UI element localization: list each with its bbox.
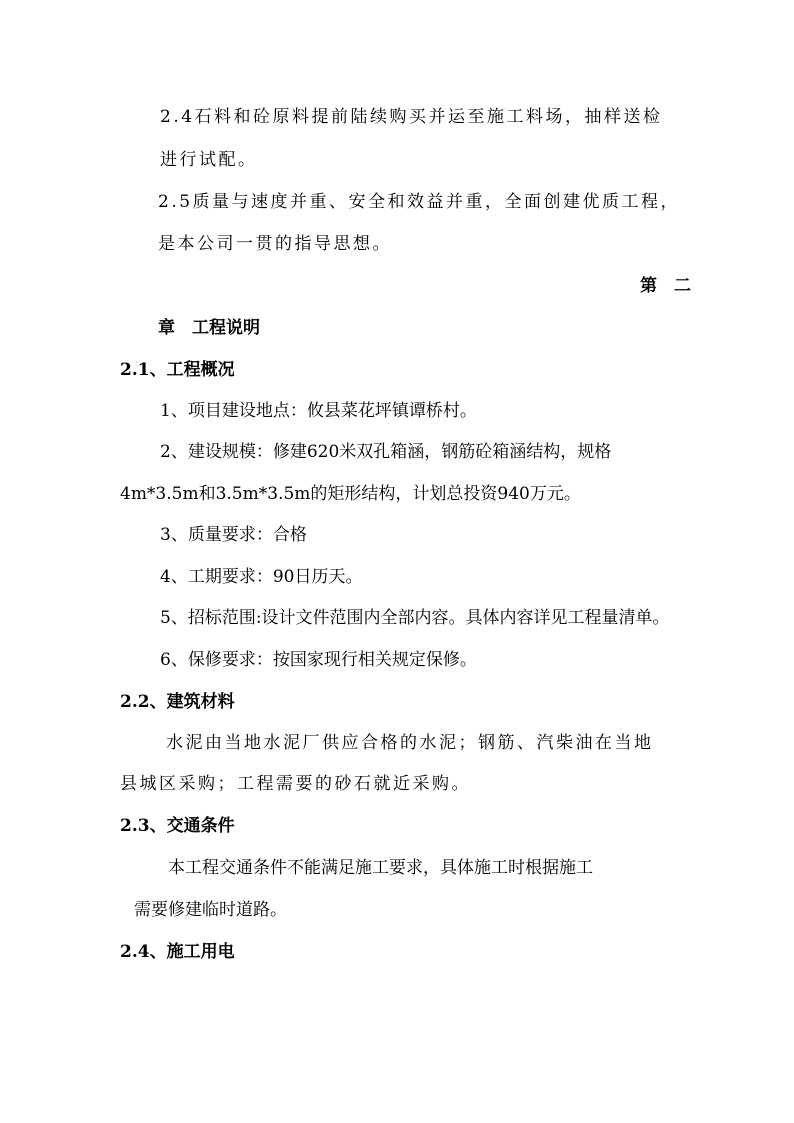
paragraph-2-4-line-2: 进行试配。	[160, 150, 258, 170]
paragraph-2-4-line-1: 2.4石料和砼原料提前陆续购买并运至施工料场，抽样送检	[160, 107, 663, 127]
item-4-duration: 4、工期要求：90日历天。	[160, 567, 363, 587]
item-2-scale-line-2: 4m*3.5m和3.5m*3.5m的矩形结构，计划总投资940万元。	[120, 484, 581, 504]
section-heading-2-3: 2.3、交通条件	[120, 816, 235, 836]
item-1-location: 1、项目建设地点：攸县菜花坪镇谭桥村。	[160, 401, 477, 421]
traffic-line-1: 本工程交通条件不能满足施工要求，具体施工时根据施工	[168, 858, 593, 878]
chapter-title-part-1: 第 二	[640, 276, 691, 296]
traffic-line-2: 需要修建临时道路。	[134, 900, 287, 920]
item-3-quality: 3、质量要求：合格	[160, 525, 307, 545]
paragraph-2-5-line-1: 2.5质量与速度并重、安全和效益并重，全面创建优质工程，	[158, 192, 681, 212]
section-heading-2-4: 2.4、施工用电	[120, 942, 235, 962]
section-heading-2-2: 2.2、建筑材料	[120, 692, 235, 712]
item-6-warranty: 6、保修要求：按国家现行相关规定保修。	[160, 650, 477, 670]
chapter-title-part-2: 章 工程说明	[158, 318, 260, 338]
materials-line-2: 县城区采购；工程需要的砂石就近采购。	[120, 774, 471, 794]
paragraph-2-5-line-2: 是本公司一贯的指导思想。	[158, 234, 392, 254]
item-2-scale-line-1: 2、建设规模：修建620米双孔箱涵，钢筋砼箱涵结构，规格	[160, 442, 612, 462]
materials-line-1: 水泥由当地水泥厂供应合格的水泥；钢筋、汽柴油在当地	[166, 733, 654, 753]
item-5-scope: 5、招标范围:设计文件范围内全部内容。具体内容详见工程量清单。	[160, 608, 670, 628]
section-heading-2-1: 2.1、工程概况	[120, 360, 235, 380]
